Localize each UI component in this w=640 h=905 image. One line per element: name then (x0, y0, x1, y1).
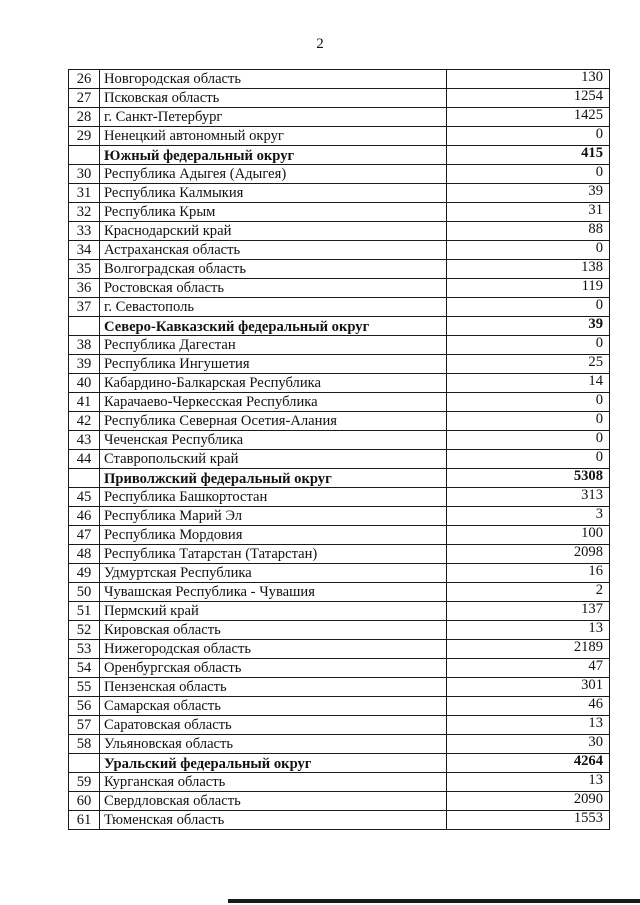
table-row (69, 583, 610, 602)
region-table (68, 69, 610, 830)
row-number: 30 (69, 165, 100, 184)
region-name: Чувашская Республика - Чувашия (100, 583, 447, 602)
table-row (69, 621, 610, 640)
region-name: Пензенская область (100, 678, 447, 697)
table-row (69, 678, 610, 697)
table-row (69, 602, 610, 621)
row-number: 38 (69, 336, 100, 355)
region-name: Республика Северная Осетия-Алания (100, 412, 447, 431)
region-value: 13 (447, 773, 610, 792)
region-value: 13 (447, 716, 610, 735)
region-value: 137 (447, 602, 610, 621)
region-name: Карачаево-Черкесская Республика (100, 393, 447, 412)
table-row (69, 735, 610, 754)
region-value: 39 (447, 184, 610, 203)
region-name: Волгоградская область (100, 260, 447, 279)
region-name: Астраханская область (100, 241, 447, 260)
region-value: 0 (447, 431, 610, 450)
district-row (69, 469, 610, 488)
row-number: 31 (69, 184, 100, 203)
district-row (69, 317, 610, 336)
region-name: Республика Крым (100, 203, 447, 222)
region-value: 313 (447, 488, 610, 507)
row-number: 42 (69, 412, 100, 431)
region-value: 14 (447, 374, 610, 393)
region-name: Ставропольский край (100, 450, 447, 469)
table-row (69, 241, 610, 260)
region-value: 2090 (447, 792, 610, 811)
region-name: Свердловская область (100, 792, 447, 811)
row-number: 48 (69, 545, 100, 564)
region-name: Чеченская Республика (100, 431, 447, 450)
table-row (69, 89, 610, 108)
table-row (69, 165, 610, 184)
region-value: 39 (447, 317, 610, 336)
row-number: 39 (69, 355, 100, 374)
region-name: Уральский федеральный округ (100, 754, 447, 773)
row-number: 33 (69, 222, 100, 241)
scan-edge-line (228, 899, 640, 903)
row-number: 59 (69, 773, 100, 792)
region-value: 25 (447, 355, 610, 374)
region-value: 100 (447, 526, 610, 545)
row-number: 52 (69, 621, 100, 640)
region-value: 415 (447, 146, 610, 165)
region-name: Республика Калмыкия (100, 184, 447, 203)
table-row (69, 450, 610, 469)
region-name: Новгородская область (100, 70, 447, 89)
region-value: 0 (447, 165, 610, 184)
region-value: 4264 (447, 754, 610, 773)
district-row (69, 146, 610, 165)
row-number: 51 (69, 602, 100, 621)
region-name: Кабардино-Балкарская Республика (100, 374, 447, 393)
row-number: 40 (69, 374, 100, 393)
region-name: г. Севастополь (100, 298, 447, 317)
region-name: Удмуртская Республика (100, 564, 447, 583)
row-number: 41 (69, 393, 100, 412)
region-name: Саратовская область (100, 716, 447, 735)
row-number (69, 317, 100, 336)
table-row (69, 260, 610, 279)
table-row (69, 412, 610, 431)
region-name: Краснодарский край (100, 222, 447, 241)
row-number (69, 469, 100, 488)
region-value: 0 (447, 412, 610, 431)
table-row (69, 640, 610, 659)
region-value: 5308 (447, 469, 610, 488)
region-value: 0 (447, 336, 610, 355)
region-name: Республика Дагестан (100, 336, 447, 355)
region-name: Республика Адыгея (Адыгея) (100, 165, 447, 184)
row-number: 28 (69, 108, 100, 127)
table-row (69, 374, 610, 393)
row-number: 44 (69, 450, 100, 469)
row-number: 60 (69, 792, 100, 811)
row-number: 27 (69, 89, 100, 108)
table-row (69, 336, 610, 355)
region-value: 0 (447, 298, 610, 317)
row-number: 54 (69, 659, 100, 678)
region-value: 30 (447, 735, 610, 754)
table-row (69, 564, 610, 583)
table-row (69, 811, 610, 830)
region-value: 1254 (447, 89, 610, 108)
table-row (69, 355, 610, 374)
table-row (69, 108, 610, 127)
region-name: Республика Ингушетия (100, 355, 447, 374)
row-number: 46 (69, 507, 100, 526)
row-number: 57 (69, 716, 100, 735)
region-value: 301 (447, 678, 610, 697)
row-number: 32 (69, 203, 100, 222)
region-value: 1425 (447, 108, 610, 127)
row-number: 53 (69, 640, 100, 659)
row-number (69, 754, 100, 773)
region-name: Республика Башкортостан (100, 488, 447, 507)
region-value: 0 (447, 127, 610, 146)
region-name: Тюменская область (100, 811, 447, 830)
page-number: 2 (316, 36, 324, 52)
region-name: Самарская область (100, 697, 447, 716)
row-number: 29 (69, 127, 100, 146)
table-row (69, 488, 610, 507)
region-value: 2098 (447, 545, 610, 564)
row-number: 61 (69, 811, 100, 830)
table-row (69, 70, 610, 89)
row-number: 43 (69, 431, 100, 450)
region-name: Пермский край (100, 602, 447, 621)
table-row (69, 716, 610, 735)
table-row (69, 127, 610, 146)
region-value: 130 (447, 70, 610, 89)
row-number: 34 (69, 241, 100, 260)
region-name: Курганская область (100, 773, 447, 792)
table-row (69, 697, 610, 716)
region-name: Северо-Кавказский федеральный округ (100, 317, 447, 336)
table-row (69, 792, 610, 811)
region-value: 1553 (447, 811, 610, 830)
region-value: 0 (447, 450, 610, 469)
region-name: Псковская область (100, 89, 447, 108)
region-value: 13 (447, 621, 610, 640)
row-number: 49 (69, 564, 100, 583)
region-name: Южный федеральный округ (100, 146, 447, 165)
region-value: 119 (447, 279, 610, 298)
row-number: 47 (69, 526, 100, 545)
row-number (69, 146, 100, 165)
region-value: 2 (447, 583, 610, 602)
region-value: 2189 (447, 640, 610, 659)
row-number: 35 (69, 260, 100, 279)
row-number: 37 (69, 298, 100, 317)
region-value: 16 (447, 564, 610, 583)
table-row (69, 298, 610, 317)
table-row (69, 184, 610, 203)
row-number: 56 (69, 697, 100, 716)
table-row (69, 203, 610, 222)
region-value: 46 (447, 697, 610, 716)
region-name: Приволжский федеральный округ (100, 469, 447, 488)
table-row (69, 279, 610, 298)
region-name: Оренбургская область (100, 659, 447, 678)
region-value: 31 (447, 203, 610, 222)
row-number: 58 (69, 735, 100, 754)
district-row (69, 754, 610, 773)
region-value: 88 (447, 222, 610, 241)
region-value: 138 (447, 260, 610, 279)
table-row (69, 222, 610, 241)
table-row (69, 659, 610, 678)
region-value: 3 (447, 507, 610, 526)
region-name: Нижегородская область (100, 640, 447, 659)
table-row (69, 773, 610, 792)
table-row (69, 526, 610, 545)
region-name: Ульяновская область (100, 735, 447, 754)
region-name: Республика Татарстан (Татарстан) (100, 545, 447, 564)
region-value: 0 (447, 241, 610, 260)
region-value: 47 (447, 659, 610, 678)
row-number: 45 (69, 488, 100, 507)
row-number: 26 (69, 70, 100, 89)
row-number: 55 (69, 678, 100, 697)
region-value: 0 (447, 393, 610, 412)
region-name: г. Санкт-Петербург (100, 108, 447, 127)
table-row (69, 431, 610, 450)
region-name: Ростовская область (100, 279, 447, 298)
region-name: Республика Марий Эл (100, 507, 447, 526)
region-name: Ненецкий автономный округ (100, 127, 447, 146)
table-row (69, 393, 610, 412)
table-row (69, 545, 610, 564)
table-row (69, 507, 610, 526)
row-number: 36 (69, 279, 100, 298)
region-name: Кировская область (100, 621, 447, 640)
row-number: 50 (69, 583, 100, 602)
region-name: Республика Мордовия (100, 526, 447, 545)
